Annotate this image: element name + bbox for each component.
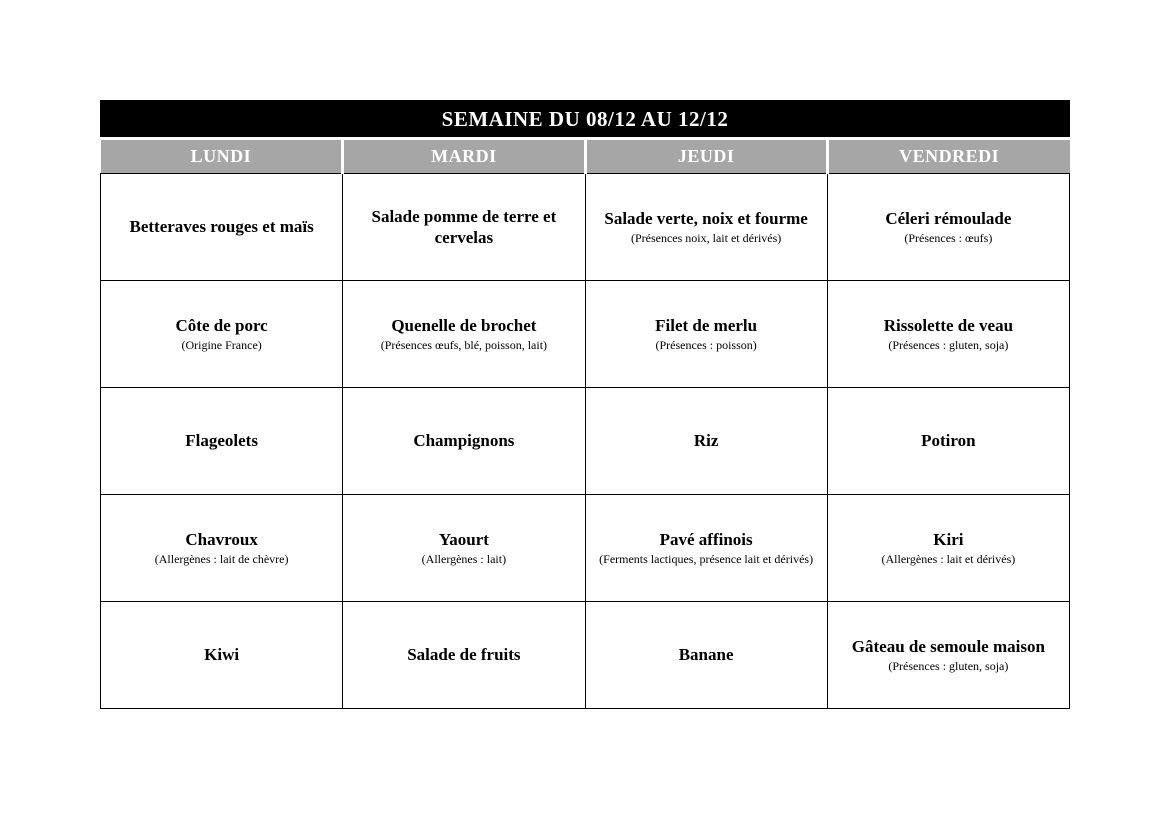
menu-cell <box>585 174 827 281</box>
menu-cell <box>827 495 1069 602</box>
menu-row-dessert <box>101 602 1070 709</box>
day-header-mardi: MARDI <box>343 139 585 174</box>
menu-item: Riz <box>693 431 719 451</box>
menu-item: Salade de fruits <box>407 645 521 665</box>
menu-row-plat <box>101 281 1070 388</box>
menu-item: Kiri <box>933 529 964 549</box>
menu-item-note: (Présences : gluten, soja) <box>888 338 1009 353</box>
menu-cell <box>585 388 827 495</box>
menu-cell <box>101 281 343 388</box>
day-header-vendredi: VENDREDI <box>827 139 1069 174</box>
menu-item: Céleri rémoulade <box>885 208 1012 228</box>
menu-cell <box>585 602 827 709</box>
menu-cell <box>101 495 343 602</box>
menu-item-note: (Présences œufs, blé, poisson, lait) <box>380 338 548 353</box>
menu-item: Yaourt <box>438 529 489 549</box>
menu-item-note: (Allergènes : lait de chèvre) <box>154 552 289 567</box>
menu-cell <box>827 388 1069 495</box>
menu-item-note: (Origine France) <box>181 338 262 353</box>
menu-cell <box>827 602 1069 709</box>
menu-item-note: (Présences : poisson) <box>655 338 757 353</box>
menu-item-note: (Allergènes : lait et dérivés) <box>881 552 1016 567</box>
menu-cell <box>585 495 827 602</box>
menu-item: Kiwi <box>204 645 240 665</box>
menu-cell <box>101 388 343 495</box>
menu-item: Filet de merlu <box>655 315 758 335</box>
menu-item: Banane <box>678 645 734 665</box>
menu-item-note: (Présences noix, lait et dérivés) <box>630 231 782 246</box>
menu-cell <box>827 174 1069 281</box>
menu-row-accompagnement <box>101 388 1070 495</box>
menu-item: Salade pomme de terre et cervelas <box>371 206 557 247</box>
menu-cell <box>101 174 343 281</box>
day-header-row <box>101 139 1070 174</box>
menu-row-fromage <box>101 495 1070 602</box>
menu-item: Pavé affinois <box>659 529 753 549</box>
menu-item: Chavroux <box>185 529 258 549</box>
menu-cell <box>585 281 827 388</box>
menu-item: Flageolets <box>185 431 258 451</box>
day-header-lundi: LUNDI <box>101 139 343 174</box>
menu-item: Betteraves rouges et maïs <box>129 217 314 237</box>
menu-item: Salade verte, noix et fourme <box>604 208 808 228</box>
menu-item: Potiron <box>921 431 976 451</box>
menu-item: Rissolette de veau <box>883 315 1014 335</box>
weekly-menu-table <box>100 100 1070 709</box>
menu-item: Côte de porc <box>175 315 268 335</box>
menu-item-note: (Présences : œufs) <box>904 231 993 246</box>
menu-cell <box>343 495 585 602</box>
menu-cell <box>343 281 585 388</box>
day-header-jeudi: JEUDI <box>585 139 827 174</box>
menu-cell <box>827 281 1069 388</box>
title-row <box>101 101 1070 139</box>
menu-item-note: (Allergènes : lait) <box>421 552 507 567</box>
menu-title: SEMAINE DU 08/12 AU 12/12 <box>101 101 1070 139</box>
menu-cell <box>343 602 585 709</box>
menu-cell <box>343 174 585 281</box>
menu-row-entree <box>101 174 1070 281</box>
menu-item: Gâteau de semoule maison <box>851 636 1045 656</box>
menu-cell <box>101 602 343 709</box>
menu-cell <box>343 388 585 495</box>
menu-item: Quenelle de brochet <box>391 315 537 335</box>
menu-item-note: (Ferments lactiques, présence lait et dérivés) <box>599 552 814 567</box>
menu-item-note: (Présences : gluten, soja) <box>888 659 1009 674</box>
menu-item: Champignons <box>413 431 515 451</box>
